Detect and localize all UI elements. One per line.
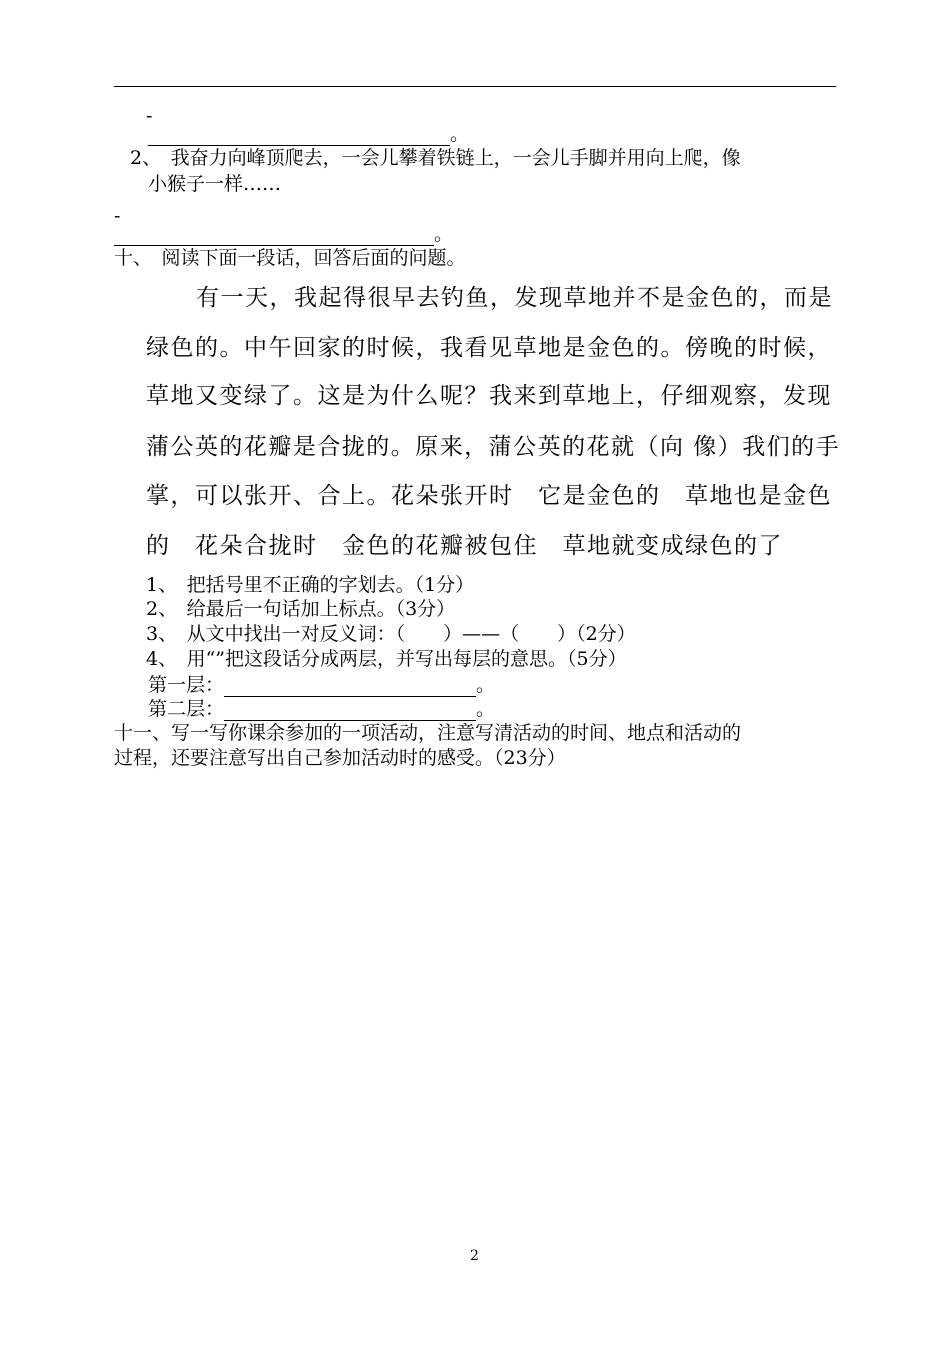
passage-line-5: 掌，可以张开、合上。花朵张开时 它是金色的 草地也是金色: [146, 483, 832, 509]
q10-question-4: 4、 用“”把这段话分成两层，并写出每层的意思。（5分）: [146, 648, 627, 670]
answer-end-1: 。: [450, 123, 470, 145]
passage-line-4: 蒲公英的花瓣是合拢的。原来，蒲公英的花就（向 像）我们的手: [146, 434, 841, 460]
q10-question-3: 3、 从文中找出一对反义词：（ ）——（ ）（2分）: [146, 623, 636, 645]
answer-blank-1[interactable]: [148, 125, 450, 146]
answer-end-2: 。: [434, 223, 454, 245]
layer-2-end: 。: [476, 698, 496, 720]
q11-line-2: 过程，还要注意写出自己参加活动时的感受。（23分）: [114, 747, 566, 769]
page-number: 2: [470, 1248, 479, 1264]
q10-question-2: 2、 给最后一句话加上标点。（3分）: [146, 598, 456, 620]
answer-blank-2[interactable]: [114, 225, 434, 246]
layer-2-label: 第二层：: [148, 698, 225, 720]
q9-item2-line1: 2、 我奋力向峰顶爬去，一会儿攀着铁链上，一会儿手脚并用向上爬，像: [130, 147, 741, 169]
layer-1-end: 。: [476, 674, 496, 696]
layer-2-blank[interactable]: [224, 700, 476, 721]
header-rule: [114, 86, 836, 87]
dash-mark-1: -: [146, 105, 153, 127]
passage-line-1: 有一天，我起得很早去钓鱼，发现草地并不是金色的，而是: [196, 285, 833, 311]
q9-item2-line2: 小猴子一样……: [148, 173, 282, 195]
layer-2-row: [148, 697, 495, 721]
q10-heading: 十、 阅读下面一段话，回答后面的问题。: [114, 247, 466, 269]
passage-line-2: 绿色的。中午回家的时候，我看见草地是金色的。傍晚的时候，: [146, 335, 832, 361]
passage-line-6: 的 花朵合拢时 金色的花瓣被包住 草地就变成绿色的了: [146, 533, 783, 559]
dash-mark-2: -: [114, 205, 121, 227]
answer-line-2[interactable]: [114, 222, 453, 246]
layer-1-row: [148, 673, 495, 697]
layer-1-label: 第一层：: [148, 674, 225, 696]
answer-line-1[interactable]: [148, 122, 469, 146]
q11-line-1: 十一、写一写你课余参加的一项活动，注意写清活动的时间、地点和活动的: [114, 722, 742, 744]
passage-line-3: 草地又变绿了。这是为什么呢？我来到草地上，仔细观察，发现: [146, 383, 832, 409]
q10-question-1: 1、 把括号里不正确的字划去。（1分）: [146, 574, 475, 596]
layer-1-blank[interactable]: [224, 676, 476, 697]
